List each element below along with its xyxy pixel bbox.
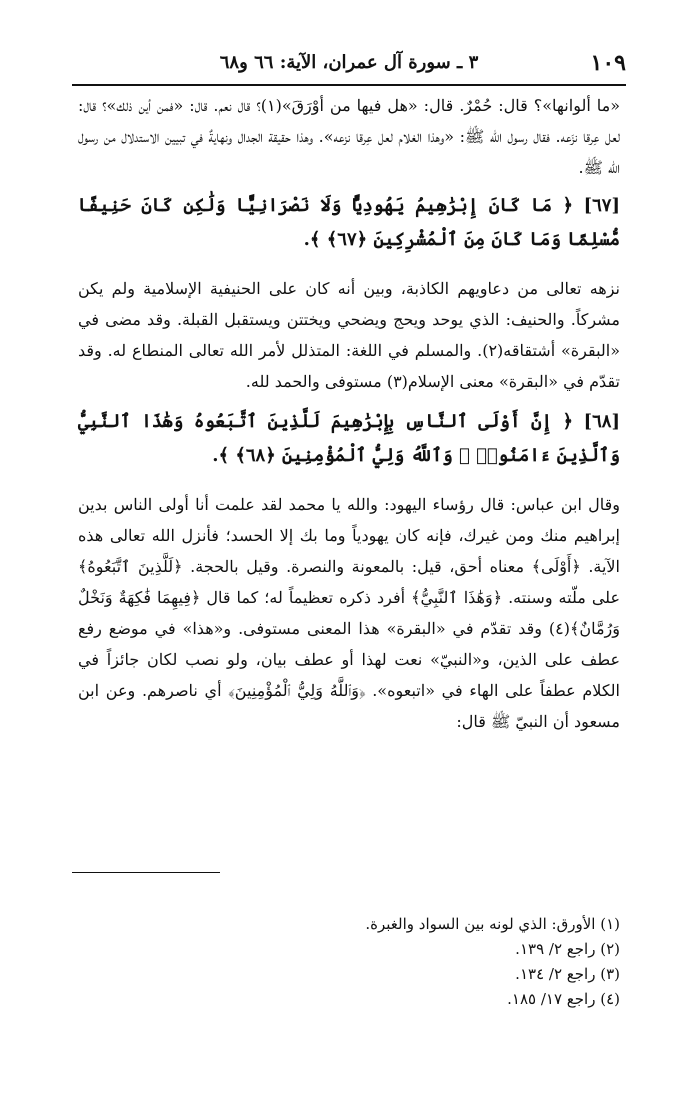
verse-67 <box>78 189 620 257</box>
page-body <box>78 90 620 737</box>
verse-text: ﴿ إِنَّ أَوْلَى ٱلنَّاسِ بِإِبْرَٰهِيمَ لَلَّذِينَ ٱتَّبَعُوهُ وَهَٰذَا ٱلنَّبِيُّ وَٱلَّذِينَ ءَامَنُوا۟ ۗ وَٱللَّهُ وَلِيُّ ٱلْمُؤْمِنِينَ ﴿٦٨﴾ ﴾. <box>78 411 620 466</box>
verse-number: [٦٧] <box>583 195 620 216</box>
running-title: ٣ ـ سورة آل عمران، الآية: ٦٦ و٦٨ <box>219 52 479 73</box>
footnotes <box>78 912 620 1012</box>
page-number: ١٠٩ <box>590 50 626 76</box>
footnote-2: (٢) راجع ٢/ ١٣٩. <box>515 940 620 958</box>
verse-text: ﴿ مَا كَانَ إِبْرَٰهِيمُ يَهُودِيًّا وَلَا نَصْرَانِيًّا وَلَٰكِن كَانَ حَنِيفًا مُّسْلِمًا وَمَا كَانَ مِنَ ٱلْمُشْرِكِينَ ﴿٦٧﴾ ﴾. <box>78 195 620 250</box>
paragraph-3: وقال ابن عباس: قال رؤساء اليهود: والله يا محمد لقد علمت أنا أولى الناس بدين إبراهيم منك ومن غيرك، فإنه كان يهودياً وما بك إلا الحسد؛ فأنزل الله تعالى هذه الآية. ﴿أَوْلَى﴾ معناه أحق، قيل: بالمعونة والنصرة. وقيل بالحجة. ﴿لَلَّذِينَ ٱتَّبَعُوهُ﴾ على ملّته وسنته. ﴿وَهَٰذَا ٱلنَّبِيُّ﴾ أفرد ذكره تعظيماً له؛ كما قال ﴿فِيهِمَا فَٰكِهَةٌ وَنَخْلٌ وَرُمَّانٌ﴾(٤) وقد تقدّم في «البقرة» هذا المعنى مستوفى. و«هذا» في موضع رفع عطف على الذين، و«النبيّ» نعت لهذا أو عطف بيان، ولو نصب لكان جائزاً في الكلام عطفاً على الهاء في «اتبعوه». ﴿وَٱللَّهُ وَلِيُّ ٱلْمُؤْمِنِينَ﴾ أي ناصرهم. وعن ابن مسعود أن النبيّ ﷺ قال: <box>78 495 621 731</box>
paragraph-2: نزهه تعالى من دعاويهم الكاذبة، وبين أنه كان على الحنيفية الإسلامية ولم يكن مشركاً. والحنيف: الذي يوحد ويحج ويضحي ويختتن ويستقبل القبلة. وقد مضى في «البقرة» أشتقاقه(٢). والمسلم في اللغة: المتذلل لأمر الله تعالى المنطاع له. وقد تقدّم في «البقرة» معنى الإسلام(٣) مستوفى والحمد لله. <box>78 279 621 391</box>
footnote-separator <box>72 872 220 873</box>
footnote-1: (١) الأورق: الذي لونه بين السواد والغبرة. <box>365 915 620 933</box>
verse-68 <box>78 405 620 473</box>
verse-number: [٦٨] <box>583 411 620 432</box>
page-header <box>72 50 626 86</box>
footnote-3: (٣) راجع ٢/ ١٣٤. <box>515 965 620 983</box>
footnote-4: (٤) راجع ١٧/ ١٨٥. <box>507 990 620 1008</box>
paragraph-1: «ما ألوانها»؟ قال: حُمْرٌ. قال: «هل فيها من أوْرَقَ»(١)؟ قال نعم. قال: «فمن أين ذلك»؟ قال: لعل عِرقا نزَعه. فقال رسول الله ﷺ: «وهذا الغلام لعل عِرقا نزعه». وهذا حقيقة الجدال ونهايةٌ في تبيين الاستدلال من رسول الله ﷺ. <box>78 96 621 177</box>
